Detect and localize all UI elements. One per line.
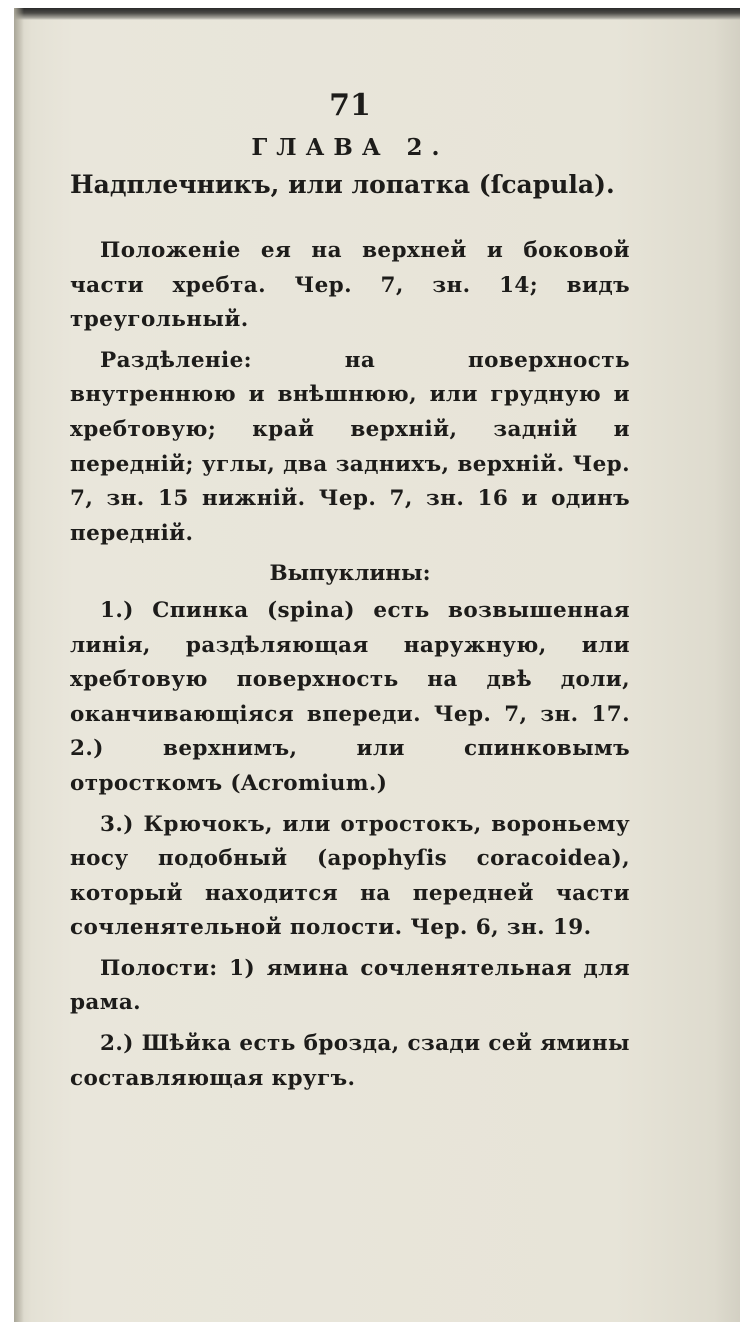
scan-left-edge: [14, 8, 24, 1322]
paragraph-spine: 1.) Спинка (spina) есть возвышенная линія, раздѣляющая наружную, или хребтовую поверхность на двѣ доли, оканчивающіяся впереди. Чер. 7, зн. 17. 2.) верхнимъ, или спинковымъ отросткомъ (Acromium.): [70, 597, 630, 796]
paragraph-hook: 3.) Крючокъ, или отростокъ, вороньему носу подобный (apophyſis coracoidea), который находится на передней части сочленятельной полости. Чер. 6, зн. 19.: [70, 811, 630, 941]
subheading-protrusions: Выпуклины:: [269, 561, 431, 587]
page-text: [70, 88, 630, 1102]
page-number: 71: [329, 88, 371, 123]
scan-top-edge: [14, 8, 740, 20]
book-page: [14, 8, 740, 1322]
paragraph-division: Раздѣленіе: на поверхность внутреннюю и внѣшнюю, или грудную и хребтовую; край верхній, задній и передній; углы, два заднихъ, верхній. Чер. 7, зн. 15 нижній. Чер. 7, зн. 16 и одинъ передній.: [70, 347, 630, 546]
paragraph-cavities: Полости: 1) ямина сочленятельная для рама.: [70, 955, 630, 1016]
chapter-heading: ГЛАВА 2.: [251, 134, 449, 161]
paragraph-neck: 2.) Шѣйка есть броздa, сзади сей ямины составляющая кругъ.: [70, 1031, 630, 1091]
section-title: Надплечникъ, или лопатка (ſcapula).: [70, 170, 615, 199]
paragraph-position: Положеніе ея на верхней и боковой части хребта. Чер. 7, зн. 14; видъ треугольный.: [70, 238, 630, 333]
